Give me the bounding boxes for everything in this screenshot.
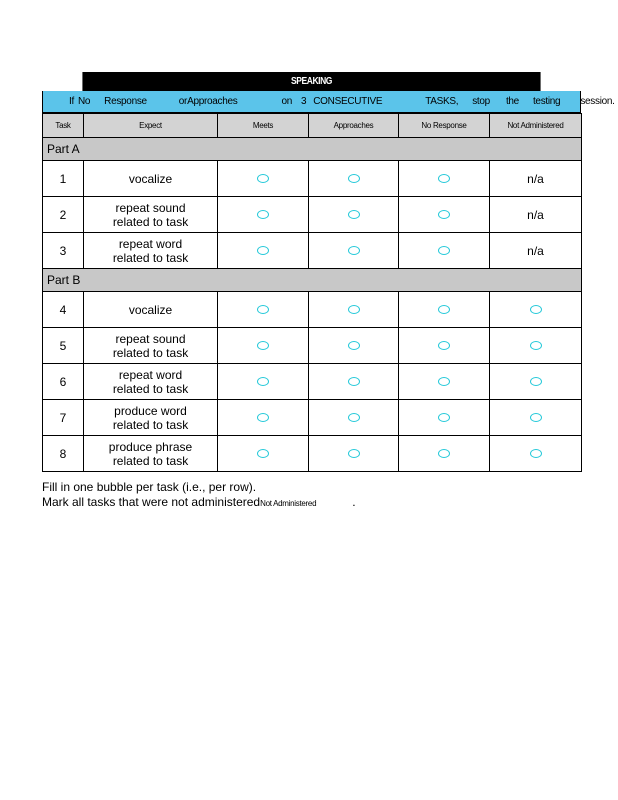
task-number: 1 (43, 161, 84, 197)
bubble-meets[interactable] (257, 449, 269, 458)
cell-not-administered (490, 233, 582, 269)
task-number: 5 (43, 328, 84, 364)
column-header-task: Task (43, 114, 84, 138)
cell-approaches (309, 364, 399, 400)
expectation-line: repeat word (118, 236, 183, 251)
cell-not-administered (490, 364, 582, 400)
bubble-approaches[interactable] (348, 174, 360, 183)
bubble-not-administered[interactable] (530, 449, 542, 458)
instructions (42, 480, 356, 511)
expectation-line: vocalize (128, 171, 173, 186)
bubble-approaches[interactable] (348, 413, 360, 422)
expectation-line: related to task (112, 417, 189, 432)
notice-word: session. (580, 96, 615, 107)
bubble-no-response[interactable] (438, 305, 450, 314)
speaking-assessment-sheet (42, 72, 615, 472)
bubble-approaches[interactable] (348, 449, 360, 458)
task-row (43, 161, 582, 197)
notice-word: on (281, 96, 292, 107)
cell-meets (218, 364, 309, 400)
part-label: Part B (43, 269, 582, 292)
bubble-meets[interactable] (257, 341, 269, 350)
notice-word: the (505, 96, 519, 107)
not-applicable-text: n/a (527, 171, 544, 186)
bubble-approaches[interactable] (348, 246, 360, 255)
notice-word: If (69, 96, 74, 107)
task-expectation (84, 161, 218, 197)
task-number: 2 (43, 197, 84, 233)
bubble-meets[interactable] (257, 413, 269, 422)
cell-no-response (399, 400, 490, 436)
column-header-approaches: Approaches (309, 114, 399, 138)
bubble-meets[interactable] (257, 305, 269, 314)
cell-approaches (309, 233, 399, 269)
bubble-not-administered[interactable] (530, 305, 542, 314)
task-row (43, 233, 582, 269)
task-expectation (84, 436, 218, 472)
task-expectation (84, 328, 218, 364)
cell-no-response (399, 364, 490, 400)
cell-not-administered (490, 328, 582, 364)
cell-no-response (399, 233, 490, 269)
bubble-meets[interactable] (257, 246, 269, 255)
task-number: 4 (43, 292, 84, 328)
column-header-row (43, 114, 582, 138)
notice-word: 3 (301, 96, 307, 107)
instruction-text: Mark all tasks that were not administered (42, 495, 261, 509)
column-header-meets: Meets (218, 114, 309, 138)
task-number: 3 (43, 233, 84, 269)
bubble-approaches[interactable] (348, 341, 360, 350)
cell-not-administered (490, 400, 582, 436)
not-administered-label: Not Administered (260, 499, 317, 508)
cell-approaches (309, 197, 399, 233)
bubble-not-administered[interactable] (530, 341, 542, 350)
cell-no-response (399, 328, 490, 364)
bubble-approaches[interactable] (348, 377, 360, 386)
notice-word: TASKS, (425, 96, 459, 107)
task-row (43, 197, 582, 233)
stop-rule-notice (42, 91, 615, 113)
cell-approaches (309, 161, 399, 197)
notice-word: orApproaches (178, 96, 238, 107)
notice-word: Response (104, 96, 147, 107)
bubble-meets[interactable] (257, 210, 269, 219)
bubble-not-administered[interactable] (530, 377, 542, 386)
cell-meets (218, 161, 309, 197)
bubble-no-response[interactable] (438, 449, 450, 458)
expectation-line: repeat sound (115, 200, 186, 215)
task-table (42, 113, 582, 472)
task-expectation (84, 233, 218, 269)
expectation-line: related to task (112, 381, 189, 396)
bubble-no-response[interactable] (438, 341, 450, 350)
instruction-fill-bubble: Fill in one bubble per task (i.e., per row). (42, 480, 257, 494)
cell-no-response (399, 436, 490, 472)
bubble-no-response[interactable] (438, 174, 450, 183)
expectation-line: repeat sound (115, 331, 186, 346)
notice-word: No (77, 96, 91, 107)
bubble-no-response[interactable] (438, 210, 450, 219)
expectation-line: related to task (112, 453, 189, 468)
cell-no-response (399, 292, 490, 328)
task-expectation (84, 364, 218, 400)
cell-no-response (399, 161, 490, 197)
notice-word: testing (532, 96, 561, 107)
task-row (43, 364, 582, 400)
column-header-no-response: No Response (399, 114, 490, 138)
bubble-not-administered[interactable] (530, 413, 542, 422)
bubble-no-response[interactable] (438, 246, 450, 255)
column-header-expect: Expect (84, 114, 218, 138)
cell-meets (218, 292, 309, 328)
cell-approaches (309, 328, 399, 364)
section-title: SPEAKING (82, 72, 540, 91)
cell-not-administered (490, 161, 582, 197)
expectation-line: related to task (112, 345, 189, 360)
task-row (43, 400, 582, 436)
cell-no-response (399, 197, 490, 233)
bubble-meets[interactable] (257, 377, 269, 386)
cell-meets (218, 197, 309, 233)
cell-not-administered (490, 292, 582, 328)
task-expectation (84, 197, 218, 233)
expectation-line: repeat word (118, 367, 183, 382)
task-number: 6 (43, 364, 84, 400)
task-expectation (84, 292, 218, 328)
instruction-mark-not-administered (42, 495, 356, 511)
task-expectation (84, 400, 218, 436)
expectation-line: related to task (112, 250, 189, 265)
bubble-approaches[interactable] (348, 305, 360, 314)
task-number: 7 (43, 400, 84, 436)
cell-approaches (309, 292, 399, 328)
column-header-not-administered: Not Administered (490, 114, 582, 138)
notice-word: CONSECUTIVE (313, 96, 383, 107)
part-header-row (43, 269, 582, 292)
cell-meets (218, 400, 309, 436)
cell-not-administered (490, 197, 582, 233)
part-label: Part A (43, 138, 582, 161)
bubble-meets[interactable] (257, 174, 269, 183)
expectation-line: related to task (112, 214, 189, 229)
not-applicable-text: n/a (527, 243, 544, 258)
notice-word: stop (472, 96, 490, 107)
cell-meets (218, 328, 309, 364)
bubble-no-response[interactable] (438, 413, 450, 422)
bubble-approaches[interactable] (348, 210, 360, 219)
part-header-row (43, 138, 582, 161)
task-row (43, 328, 582, 364)
bubble-no-response[interactable] (438, 377, 450, 386)
task-number: 8 (43, 436, 84, 472)
expectation-line: produce word (114, 403, 187, 418)
task-row (43, 436, 582, 472)
cell-not-administered (490, 436, 582, 472)
cell-approaches (309, 436, 399, 472)
not-applicable-text: n/a (527, 207, 544, 222)
cell-meets (218, 233, 309, 269)
expectation-line: vocalize (128, 302, 173, 317)
cell-approaches (309, 400, 399, 436)
instruction-period: . (352, 495, 356, 509)
expectation-line: produce phrase (108, 439, 193, 454)
task-row (43, 292, 582, 328)
cell-meets (218, 436, 309, 472)
